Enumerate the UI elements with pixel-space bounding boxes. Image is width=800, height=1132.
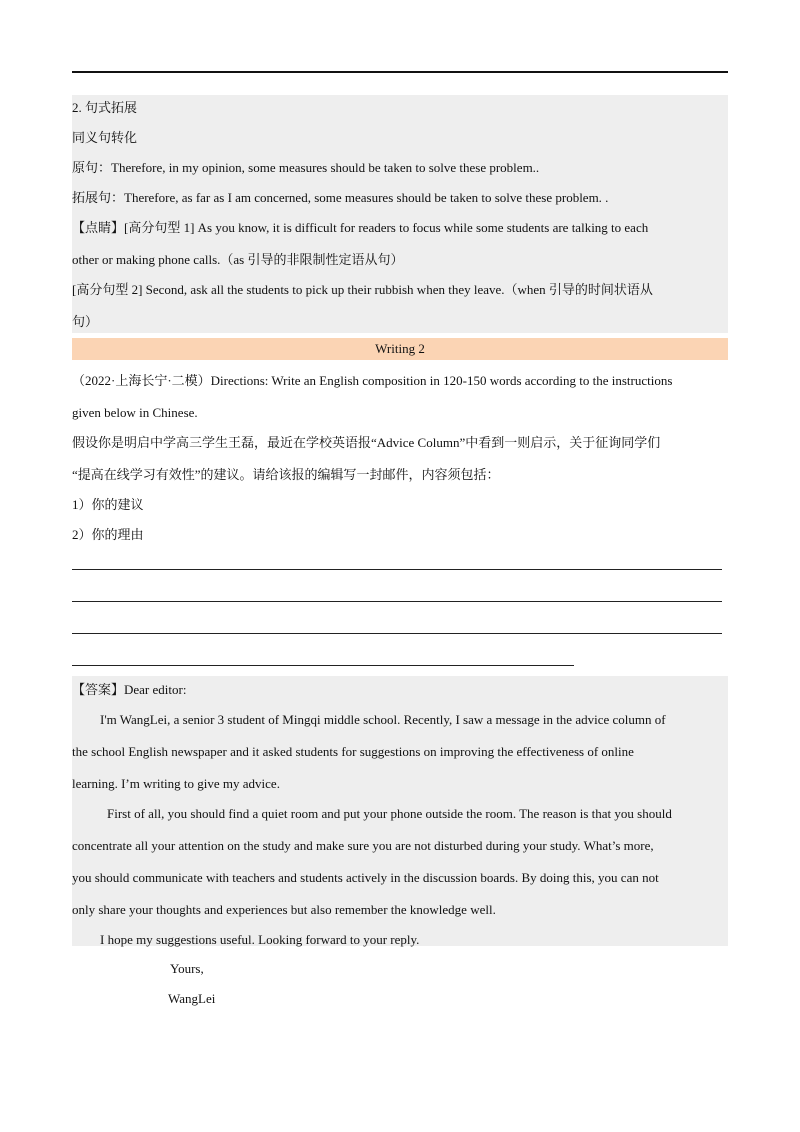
answer-line — [72, 569, 722, 570]
writing2-title: Writing 2 — [375, 341, 425, 356]
answer-p2-line3: you should communicate with teachers and students actively in the discussion boards. By doing this, you can not — [72, 870, 659, 885]
answer-p2-line1: First of all, you should find a quiet room and put your phone outside the room. The reason is that you should — [107, 806, 672, 821]
requirement-item-2: 2）你的理由 — [72, 527, 144, 542]
pattern2-line1: [高分句型 2] Second, ask all the students to pick up their rubbish when they leave.（when 引导的时间状语从 — [72, 282, 653, 297]
answer-line — [72, 601, 722, 602]
requirement-item-1: 1）你的建议 — [72, 497, 144, 512]
answer-p1-line3: learning. I’m writing to give my advice. — [72, 776, 280, 791]
section2-heading: 2. 句式拓展 — [72, 100, 138, 115]
writing2-title-bar — [72, 338, 728, 360]
pattern1-line1: 【点睛】[高分句型 1] As you know, it is difficult for readers to focus while some students are talking to each — [72, 220, 649, 235]
answer-p1-line1: I'm WangLei, a senior 3 student of Mingqi middle school. Recently, I saw a message in the advice column of — [100, 712, 666, 727]
original-sentence: 原句：Therefore, in my opinion, some measures should be taken to solve these problem.. — [72, 160, 540, 175]
answer-line — [72, 665, 574, 666]
expanded-sentence: 拓展句：Therefore, as far as I am concerned, some measures should be taken to solve these problem. . — [72, 190, 609, 205]
answer-p1-line2: the school English newspaper and it asked students for suggestions on improving the effectiveness of online — [72, 744, 634, 759]
answer-p3: I hope my suggestions useful. Looking forward to your reply. — [100, 932, 420, 947]
section2-subheading: 同义句转化 — [72, 130, 138, 145]
pattern2-line2: 句） — [72, 314, 99, 329]
letter-closing: Yours, — [170, 961, 204, 976]
prompt-line1: 假设你是明启中学高三学生王磊，最近在学校英语报“Advice Column”中看到一则启示，关于征询同学们 — [72, 435, 661, 450]
letter-signature: WangLei — [168, 991, 216, 1006]
pattern1-line2: other or making phone calls.（as 引导的非限制性定语从句） — [72, 252, 404, 267]
prompt-line2: “提高在线学习有效性”的建议。请给该报的编辑写一封邮件，内容须包括： — [72, 467, 500, 482]
directions-line2: given below in Chinese. — [72, 405, 198, 420]
answer-p2-line2: concentrate all your attention on the study and make sure you are not disturbed during your study. What’s more, — [72, 838, 654, 853]
answer-line — [72, 633, 722, 634]
directions-line1: （2022·上海长宁·二模）Directions: Write an English composition in 120-150 words according to the instructions — [72, 373, 673, 388]
header-rule — [72, 71, 728, 73]
answer-greeting: 【答案】Dear editor: — [72, 682, 187, 697]
answer-p2-line4: only share your thoughts and experiences but also remember the knowledge well. — [72, 902, 496, 917]
